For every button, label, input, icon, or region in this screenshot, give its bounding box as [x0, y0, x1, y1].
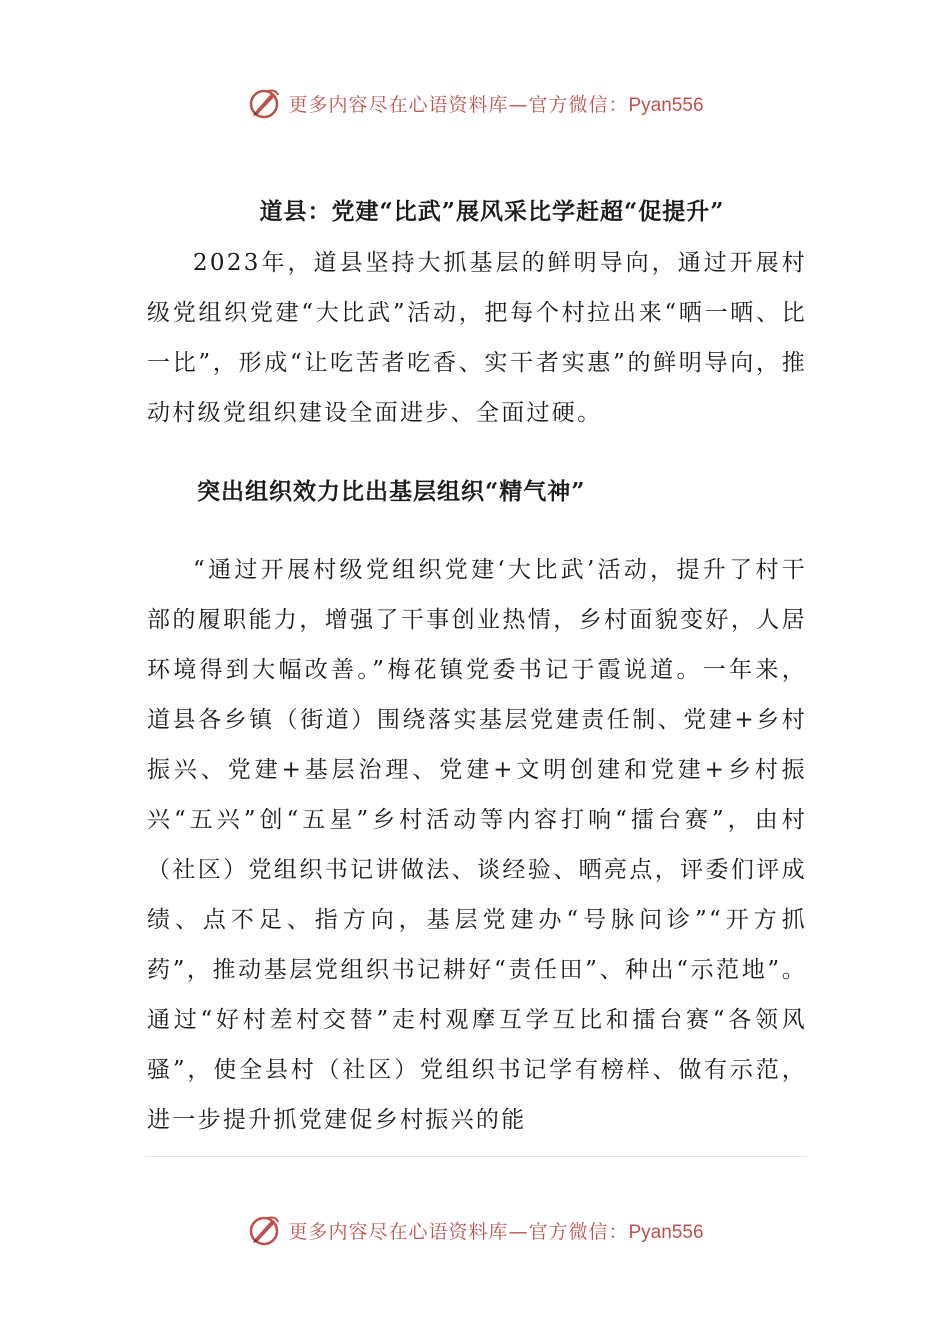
- pen-logo-icon: [246, 1212, 282, 1248]
- paragraph-intro: 2023年，道县坚持大抓基层的鲜明导向，通过开展村级党组织党建“大比武”活动，把每个村拉出来“晒一晒、比一比”，形成“让吃苦者吃香、实干者实惠”的鲜明导向，推动村级党组织建设全面进步、全面过硬。: [147, 250, 807, 426]
- watermark-text: 更多内容尽在心语资料库—官方微信：Pyan556: [288, 1220, 704, 1243]
- footer-divider: [145, 1156, 807, 1157]
- header-watermark: [0, 83, 950, 123]
- article-body: [147, 186, 807, 1145]
- footer-watermark: [0, 1210, 950, 1250]
- section-heading: 突出组织效力比出基层组织“精气神”: [197, 478, 586, 505]
- article-title: 道县：党建“比武”展风采比学赶超“促提升”: [259, 198, 725, 225]
- pen-logo-icon: [246, 85, 282, 121]
- paragraph-body: “通过开展村级党组织党建‘大比武’活动，提升了村干部的履职能力，增强了干事创业热情，乡村面貌变好，人居环境得到大幅改善。”梅花镇党委书记于霞说道。一年来，道县各乡镇（街道）围绕落实基层党建责任制、党建+乡村振兴、党建+基层治理、党建+文明创建和党建+乡村振兴“五兴”创“五星”乡村活动等内容打响“擂台赛”，由村（社区）党组织书记讲做法、谈经验、晒亮点，评委们评成绩、点不足、指方向，基层党建办“号脉问诊”“开方抓药”，推动基层党组织书记耕好“责任田”、种出“示范地”。通过“好村差村交替”走村观摩互学互比和擂台赛“各领风骚”，使全县村（社区）党组织书记学有榜样、做有示范，进一步提升抓党建促乡村振兴的能: [147, 557, 807, 1133]
- watermark-text: 更多内容尽在心语资料库—官方微信：Pyan556: [288, 93, 704, 116]
